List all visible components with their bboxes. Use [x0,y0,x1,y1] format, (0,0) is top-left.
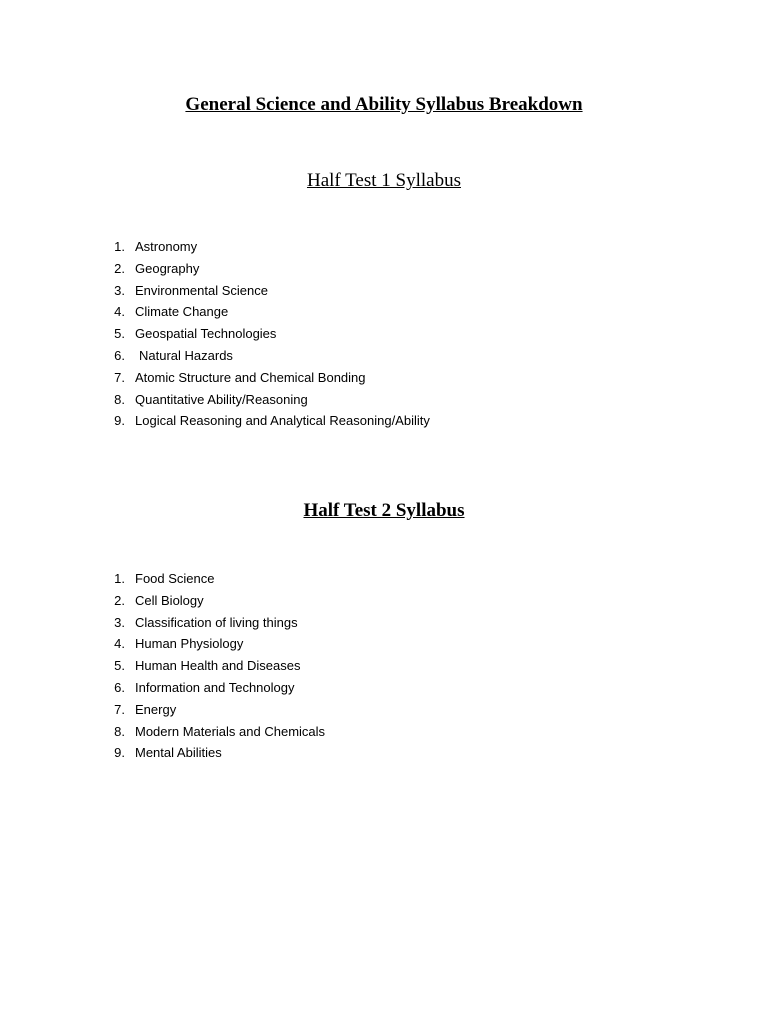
section-heading-half-test-2: Half Test 2 Syllabus [303,500,465,521]
list-item-text: Modern Materials and Chemicals [135,723,326,739]
list-number: 2. [114,260,125,276]
list-number: 1. [114,571,125,586]
section-heading-half-test-1: Half Test 1 Syllabus [306,170,461,191]
list-item-text: Environmental Science [135,282,268,298]
list-item-text: Classification of living things [135,614,298,630]
topic-list-half-test-2 [105,569,665,765]
list-item [105,390,665,412]
list-item-text: Astronomy [135,239,198,254]
list-item-text: Logical Reasoning and Analytical Reasoning/Ability [135,413,430,429]
list-item-text: Human Health and Diseases [135,658,301,674]
list-item-text: Energy [135,701,177,717]
list-number: 6. [114,347,125,363]
list-item-text: Information and Technology [135,679,295,695]
list-number: 7. [114,701,125,717]
list-item [105,700,665,722]
list-number: 9. [114,745,125,761]
topic-list-half-test-1 [105,237,665,433]
list-item [105,743,665,765]
list-item-text: Human Physiology [135,636,244,652]
list-item [105,656,665,678]
list-number: 8. [114,391,125,407]
list-number: 2. [114,592,125,608]
list-item [105,324,665,346]
list-number: 9. [114,413,125,429]
list-item [105,346,665,368]
document-title: General Science and Ability Syllabus Breakdown [185,94,583,115]
list-number: 7. [114,369,125,385]
list-number: 1. [114,239,125,254]
list-item [105,237,665,259]
list-number: 8. [114,723,125,739]
list-item [105,281,665,303]
list-item-text: Geography [135,260,200,276]
list-number: 4. [114,304,125,320]
list-item [105,259,665,281]
list-item [105,411,665,433]
list-item [105,302,665,324]
list-number: 5. [114,658,125,674]
list-item-text: Geospatial Technologies [135,326,277,342]
list-item [105,678,665,700]
list-item-text: Atomic Structure and Chemical Bonding [135,369,366,385]
list-number: 3. [114,282,125,298]
list-number: 5. [114,326,125,342]
list-item [105,368,665,390]
list-item-text: Natural Hazards [139,347,233,363]
list-item [105,722,665,744]
list-item [105,591,665,613]
list-number: 4. [114,636,125,652]
list-item [105,634,665,656]
list-item-text: Quantitative Ability/Reasoning [135,391,308,407]
list-item [105,569,665,591]
list-item [105,613,665,635]
list-number: 6. [114,679,125,695]
list-number: 3. [114,614,125,630]
list-item-text: Mental Abilities [135,745,222,761]
list-item-text: Food Science [135,571,215,586]
list-item-text: Climate Change [135,304,229,320]
list-item-text: Cell Biology [135,592,204,608]
